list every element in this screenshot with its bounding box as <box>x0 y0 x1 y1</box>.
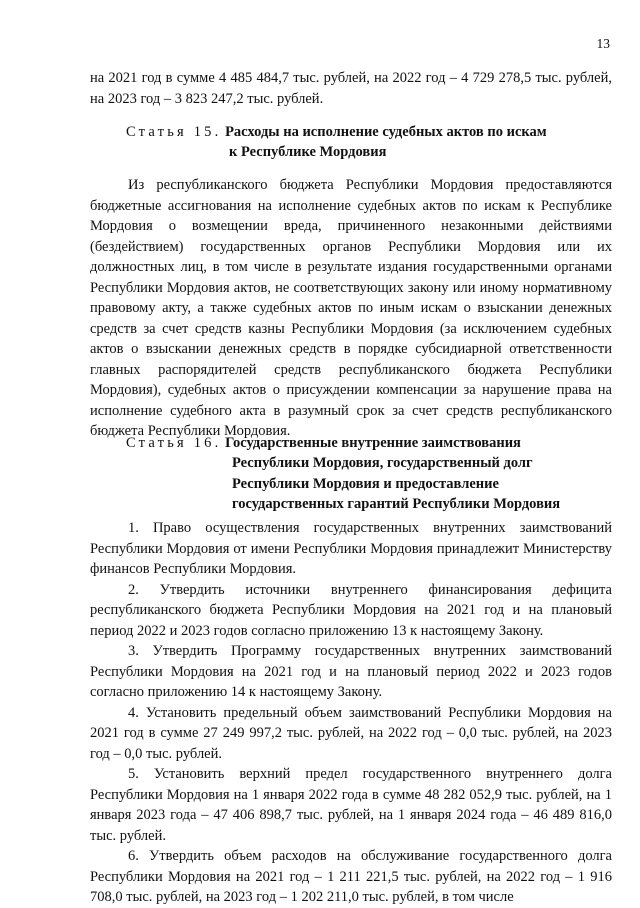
article-16-prefix: Статья 16. <box>126 435 222 451</box>
article-15-heading-cont <box>229 142 609 163</box>
article-16-item-5: 5. Установить верхний предел государственного внутреннего долга Республики Мордовия на 1 января 2022 года в сумме 48 282 052,9 тыс. рублей, на 1 января 2023 года – 47 406 898,7 тыс. рублей, на 1 января 2024 года – 46 489 816,0 тыс. рублей. <box>90 766 612 844</box>
article-15-title-line2: к Республике Мордовия <box>229 144 387 160</box>
article-15-body-text: Из республиканского бюджета Республики Мордовия предоставляются бюджетные ассигнования на исполнение судебных актов по искам к Республике Мордовия о возмещении вреда, причиненного незаконными действиями (бездействием) государственных органов Республики Мордовия или их должностных лиц, в том числе в результате издания государственными органами Республики Мордовия актов, не соответствующих закону или иному нормативному правовому акту, а также судебных актов по иным искам о взыскании денежных средств за счет средств казны Республики Мордовия (за исключением судебных актов о взыскании денежных средств в порядке субсидиарной ответственности главных распорядителей средств республиканского бюджета Республики Мордовия), судебных актов о присуждении компенсации за нарушение права на исполнение судебного акта в разумный срок за счет средств республиканского бюджета Республики Мордовия. <box>90 177 612 439</box>
intro-paragraph <box>90 68 612 109</box>
article-16-title-line2: Республики Мордовия, государственный долг <box>232 455 533 471</box>
article-16-title-line4: государственных гарантий Республики Мордовия <box>232 496 561 512</box>
article-16-heading <box>126 433 606 454</box>
article-16-heading-cont <box>232 453 612 515</box>
article-15-heading <box>126 122 606 143</box>
article-16-item-4: 4. Установить предельный объем заимствований Республики Мордовия на 2021 год в сумме 27 249 997,2 тыс. рублей, на 2022 год – 0,0 тыс. рублей, на 2023 год – 0,0 тыс. рублей. <box>90 704 612 762</box>
article-15-title-line1: Расходы на исполнение судебных актов по искам <box>225 124 547 140</box>
article-16-items <box>90 518 612 908</box>
article-16-title-line1: Государственные внутренние заимствования <box>225 435 521 451</box>
page-number: 13 <box>596 36 610 51</box>
article-15-body <box>90 175 612 442</box>
article-15-prefix: Статья 15. <box>126 124 222 140</box>
article-16-item-6: 6. Утвердить объем расходов на обслуживание государственного долга Республики Мордовия на 2021 год – 1 211 221,5 тыс. рублей, на 2022 год – 1 916 708,0 тыс. рублей, на 2023 год – 1 202 211,0 тыс. рублей, в том числе <box>90 848 612 905</box>
article-16-item-2: 2. Утвердить источники внутреннего финансирования дефицита республиканского бюджета Республики Мордовия на 2021 год и на плановый период 2022 и 2023 годов согласно приложению 13 к настоящему Закону. <box>90 581 612 639</box>
article-16-item-1: 1. Право осуществления государственных внутренних заимствований Республики Мордовия от имени Республики Мордовия принадлежит Министерству финансов Республики Мордовия. <box>90 520 612 577</box>
article-16-item-3: 3. Утвердить Программу государственных внутренних заимствований Республики Мордовия на 2021 год и на плановый период 2022 и 2023 годов согласно приложению 14 к настоящему Закону. <box>90 643 612 700</box>
article-16-title-line3: Республики Мордовия и предоставление <box>232 475 499 492</box>
intro-text: на 2021 год в сумме 4 485 484,7 тыс. рублей, на 2022 год – 4 729 278,5 тыс. рублей, на 2023 год – 3 823 247,2 тыс. рублей. <box>90 70 612 107</box>
